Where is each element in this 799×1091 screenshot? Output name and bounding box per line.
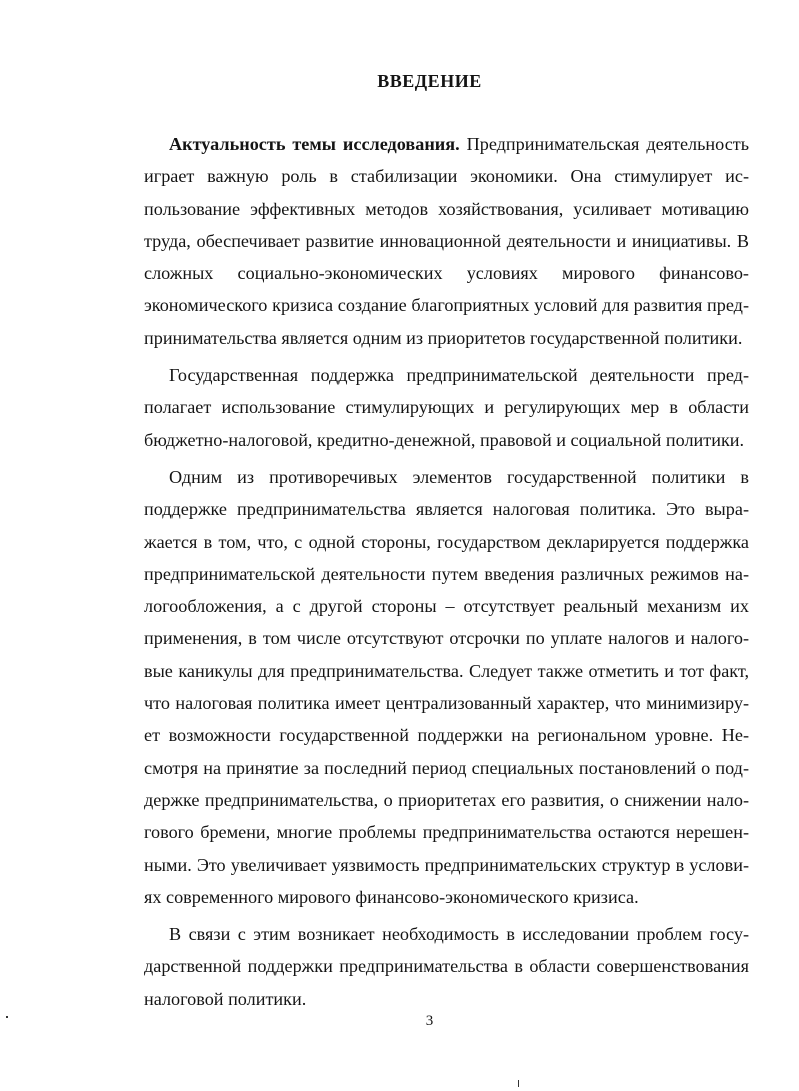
paragraph-2: Государственная поддержка предпринимательской деятельности предполагает использование стимулирующих и регулирующих мер в области бюджетно-налоговой, кредитно-денежной, правовой и социальной политики. <box>144 365 749 450</box>
paragraph-1 <box>144 128 749 354</box>
section-heading: ВВЕДЕНИЕ <box>377 71 482 91</box>
body-text <box>144 128 749 1020</box>
scan-speck <box>6 1016 8 1018</box>
paragraph-4: В связи с этим возникает необходимость в исследовании проблем государственной поддержки предпринимательства в области совершенствования налоговой политики. <box>144 924 749 1009</box>
page-number: 3 <box>425 1013 434 1029</box>
scan-speck <box>518 1080 519 1087</box>
paragraph-3: Одним из противоречивых элементов государственной политики в поддержке предпринимательства является налоговая политика. Это выражается в том, что, с одной стороны, государством декларируется поддержка предпринимательской деятельности путем введения различных режимов налогообложения, а с другой стороны – отсутствует реальный механизм их применения, в том числе отсутствуют отсрочки по уплате налогов и налоговые каникулы для предпринимательства. Следует также отметить и тот факт, что налоговая политика имеет централизованный характер, что минимизирует возможности государственной поддержки на региональном уровне. Несмотря на принятие за последний период специальных постановлений о поддержке предпринимательства, о приоритетах его развития, о снижении налогового бремени, многие проблемы предпринимательства остаются нерешенными. Это увеличивает уязвимость предпринимательских структур в условиях современного мирового финансово-экономического кризиса. <box>144 466 749 907</box>
paragraph-1-lead: Актуальность темы исследования. <box>169 134 460 154</box>
paragraph-1-text: Предпринимательская деятельность играет важную роль в стабилизации экономики. Она стимулирует использование эффективных методов хозяйствования, усиливает мотивацию труда, обеспечивает развитие инновационной деятельности и инициативы. В сложных социально-экономических условиях мирового финансово-экономического кризиса создание благоприятных условий для развития предпринимательства является одним из приоритетов государственной политики. <box>144 134 750 348</box>
